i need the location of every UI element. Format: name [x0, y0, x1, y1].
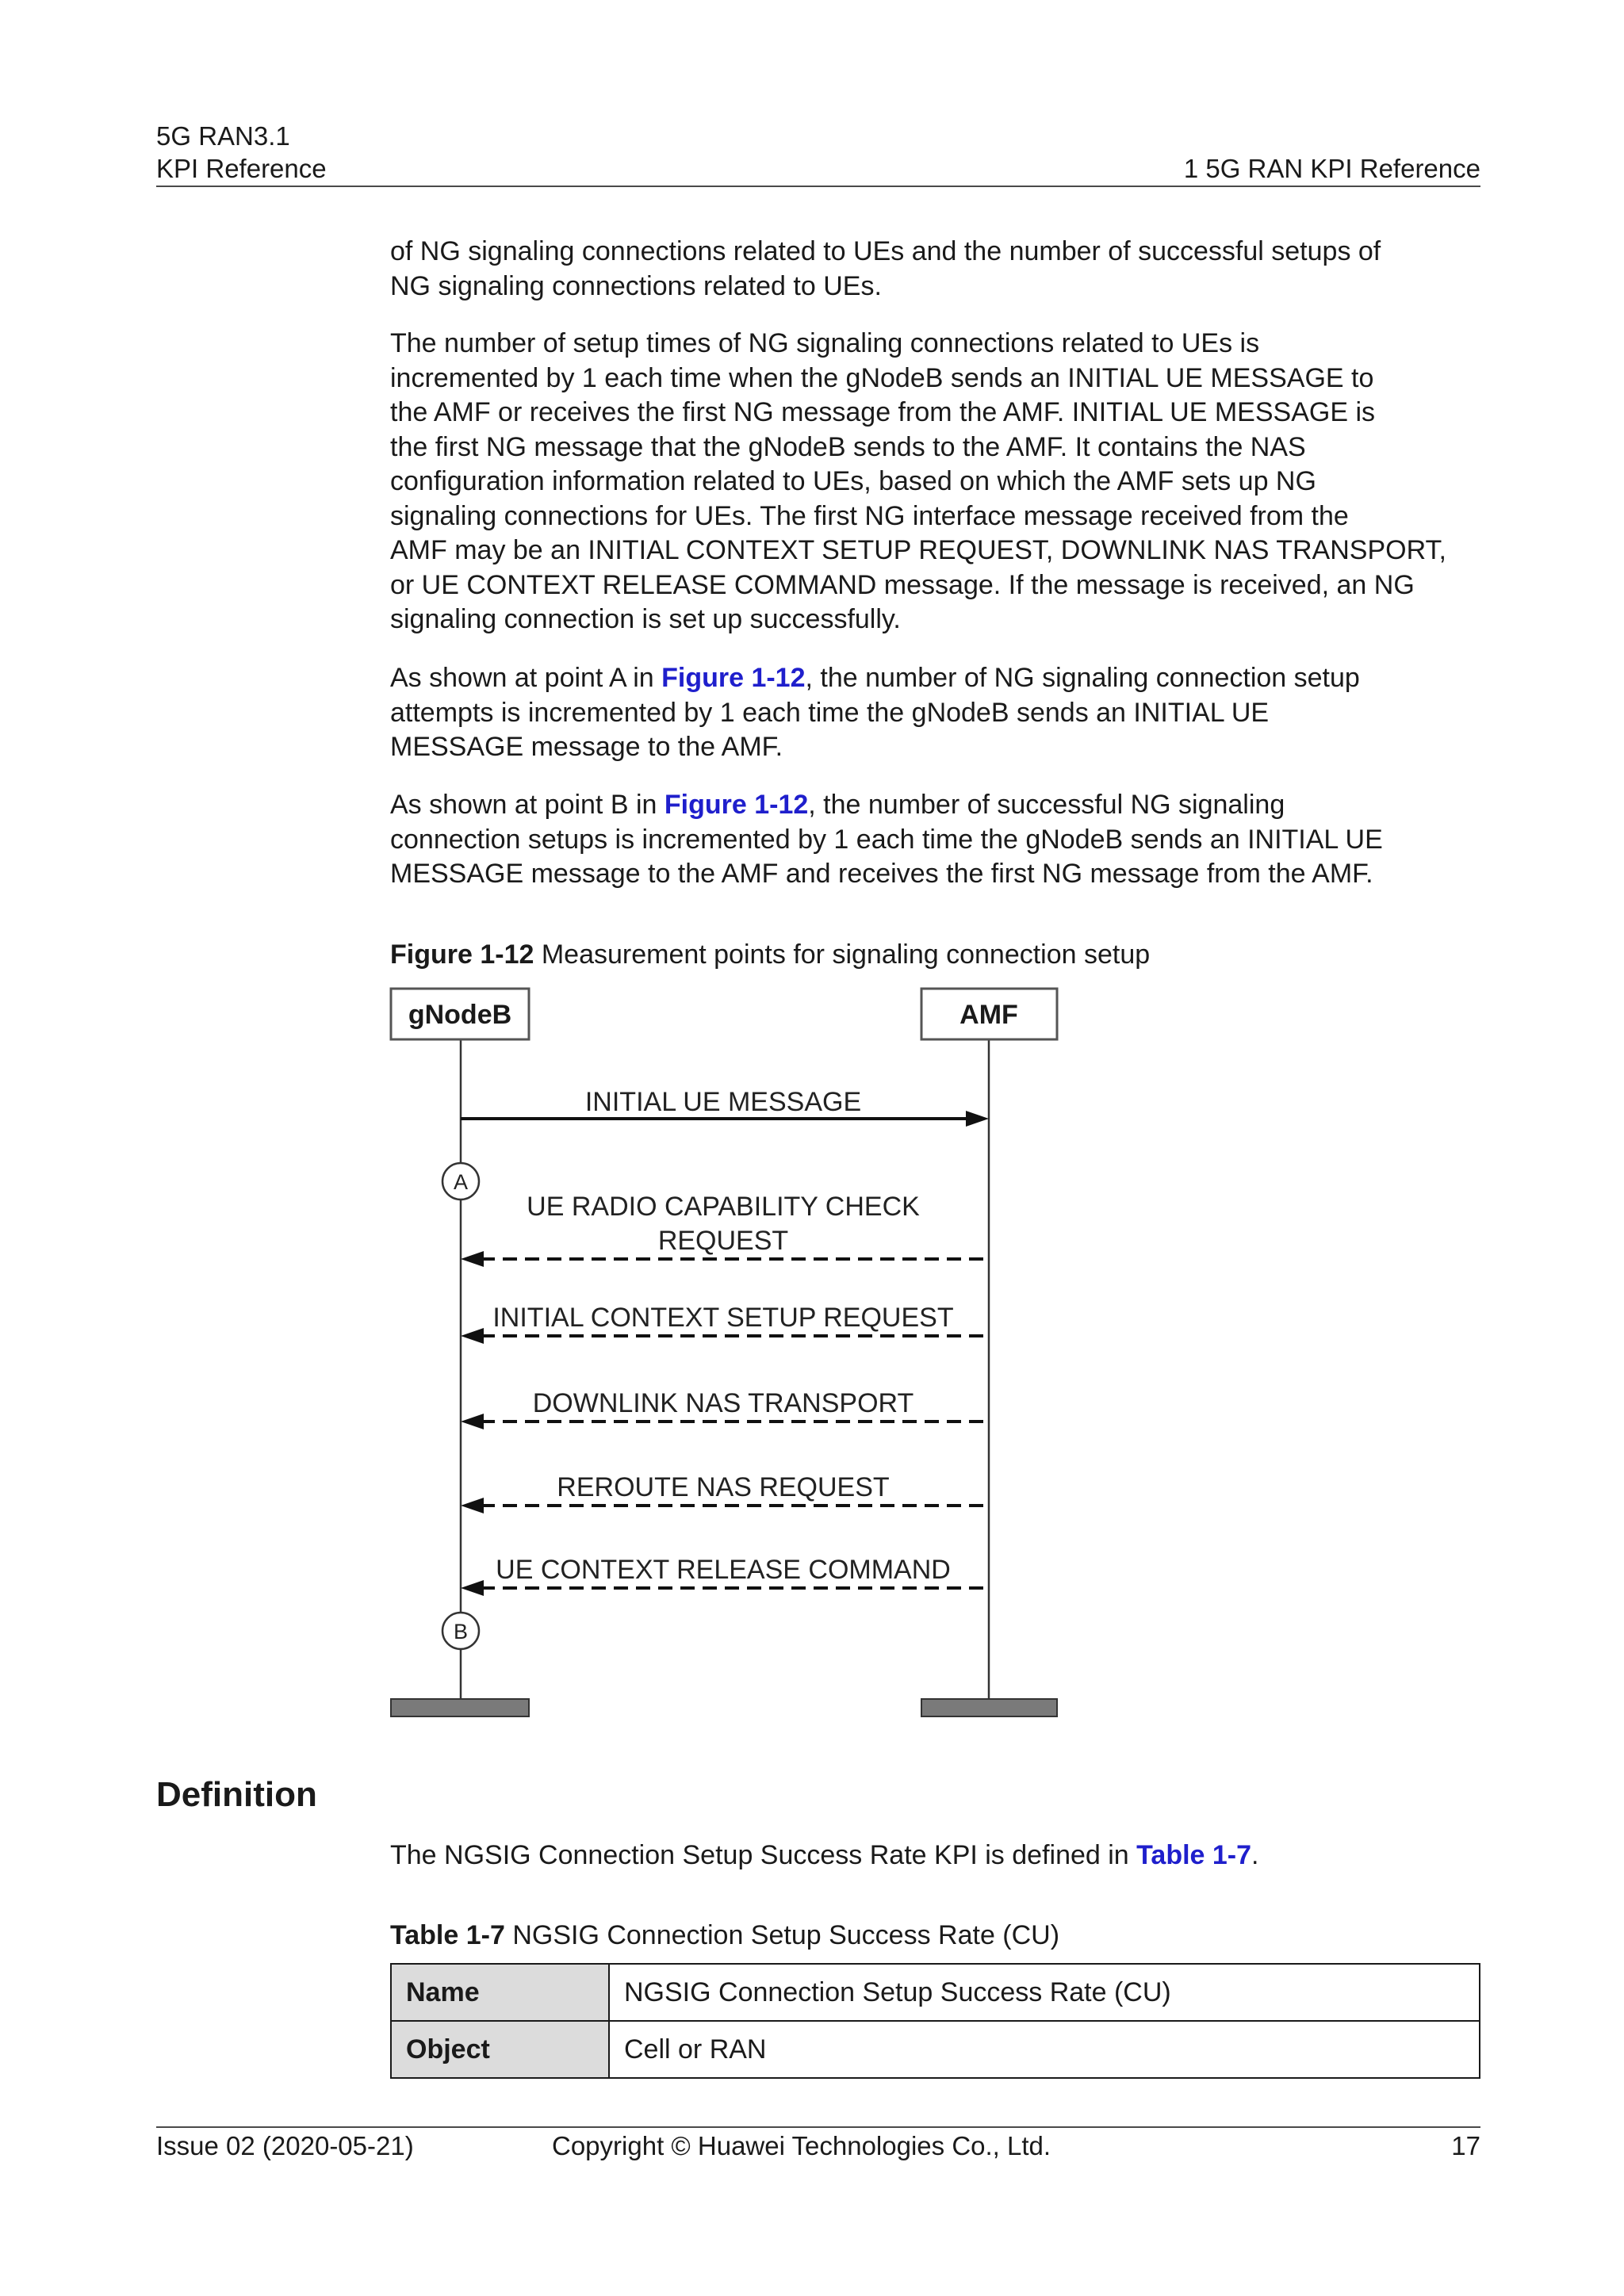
message-label-request: REQUEST: [657, 1226, 789, 1256]
table-1-7-link[interactable]: Table 1-7: [1136, 1840, 1252, 1870]
text-line: of NG signaling connections related to UEs and the number of successful setups of: [390, 236, 1381, 266]
text-segment: .: [1251, 1840, 1259, 1870]
table-row: [391, 2021, 1480, 2078]
figure-caption-text: Measurement points for signaling connection setup: [534, 939, 1151, 970]
text-line: the first NG message that the gNodeB sends to the AMF. It contains the NAS: [390, 431, 1306, 462]
text-line: or UE CONTEXT RELEASE COMMAND message. If the message is received, an NG: [390, 569, 1415, 600]
text-line: NG signaling connections related to UEs.: [390, 270, 882, 301]
arrowhead-left-icon: [461, 1580, 484, 1596]
definition-text: [390, 1838, 1259, 1873]
arrowhead-left-icon: [461, 1414, 484, 1429]
arrowhead-left-icon: [461, 1328, 484, 1344]
message-label-downlink-nas-transport: DOWNLINK NAS TRANSPORT: [532, 1388, 914, 1418]
figure-label: Figure 1-12: [390, 939, 534, 970]
table-caption-text: NGSIG Connection Setup Success Rate (CU): [504, 1920, 1060, 1950]
paragraph-3: [390, 661, 1480, 765]
text-line: incremented by 1 each time when the gNodeB sends an INITIAL UE MESSAGE to: [390, 362, 1374, 393]
message-label-ue-radio-capability-check: UE RADIO CAPABILITY CHECK: [527, 1192, 920, 1222]
table-label: Table 1-7: [390, 1920, 505, 1950]
table-value-cell: NGSIG Connection Setup Success Rate (CU): [609, 1964, 1480, 2021]
text-line: [390, 788, 1480, 823]
paragraph-4: [390, 788, 1480, 892]
text-line: MESSAGE message to the AMF and receives the first NG message from the AMF.: [390, 859, 1373, 889]
figure-1-12-link[interactable]: Figure 1-12: [661, 663, 806, 693]
point-b-label: B: [453, 1620, 469, 1644]
message-label-ue-context-release-command: UE CONTEXT RELEASE COMMAND: [496, 1555, 951, 1585]
text-line: connection setups is incremented by 1 each time the gNodeB sends an INITIAL UE: [390, 824, 1383, 855]
text-segment: As shown at point B in: [390, 790, 665, 820]
point-a-label: A: [453, 1170, 469, 1194]
text-line: configuration information related to UEs, based on which the AMF sets up NG: [390, 466, 1316, 496]
text-segment: , the number of NG signaling connection setup: [805, 663, 1360, 693]
footer-page-number: 17: [1451, 2131, 1480, 2160]
text-line: AMF may be an INITIAL CONTEXT SETUP REQUEST, DOWNLINK NAS TRANSPORT,: [390, 535, 1446, 565]
message-label-reroute-nas-request: REROUTE NAS REQUEST: [557, 1472, 890, 1502]
message-label-initial-context-setup-request: INITIAL CONTEXT SETUP REQUEST: [492, 1303, 954, 1333]
table-caption: [390, 1918, 1059, 1953]
gnodeb-label: gNodeB: [408, 1000, 512, 1030]
text-segment: The NGSIG Connection Setup Success Rate KPI is defined in: [390, 1840, 1137, 1870]
message-label-initial-ue-message: INITIAL UE MESSAGE: [584, 1087, 862, 1117]
table-key-cell: Name: [391, 1964, 609, 2021]
kpi-definition-table: [390, 1963, 1480, 2079]
table-row: [391, 1964, 1480, 2021]
amf-lifeline-end: [921, 1699, 1057, 1716]
footer-copyright: Copyright © Huawei Technologies Co., Ltd.: [552, 2131, 1051, 2160]
header-doc-title: KPI Reference: [156, 154, 327, 183]
text-line: [390, 661, 1480, 696]
footer-issue: Issue 02 (2020-05-21): [156, 2131, 414, 2160]
footer-divider: [156, 2126, 1480, 2128]
header-divider: [156, 186, 1480, 187]
amf-label: AMF: [959, 1000, 1018, 1030]
text-line: signaling connections for UEs. The first NG interface message received from the: [390, 500, 1349, 531]
text-line: The number of setup times of NG signaling connections related to UEs is: [390, 328, 1260, 358]
paragraph-1: [390, 235, 1480, 304]
header-product: 5G RAN3.1: [156, 121, 290, 151]
text-segment: As shown at point A in: [390, 663, 662, 693]
text-segment: , the number of successful NG signaling: [808, 790, 1285, 820]
arrowhead-left-icon: [461, 1498, 484, 1513]
gnodeb-lifeline-end: [391, 1699, 529, 1716]
text-line: the AMF or receives the first NG message from the AMF. INITIAL UE MESSAGE is: [390, 397, 1375, 427]
text-line: attempts is incremented by 1 each time the gNodeB sends an INITIAL UE: [390, 697, 1270, 728]
header-chapter: 1 5G RAN KPI Reference: [1183, 154, 1480, 183]
sequence-diagram: [381, 983, 1078, 1728]
paragraph-2: [390, 327, 1480, 637]
arrowhead-left-icon: [461, 1251, 484, 1267]
figure-1-12-link[interactable]: Figure 1-12: [664, 790, 809, 820]
text-line: MESSAGE message to the AMF.: [390, 732, 783, 762]
arrowhead-right-icon: [966, 1111, 989, 1127]
table-value-cell: Cell or RAN: [609, 2021, 1480, 2078]
text-line: signaling connection is set up successfully.: [390, 604, 901, 634]
figure-caption: [390, 937, 1150, 972]
section-heading-definition: Definition: [156, 1775, 317, 1814]
table-key-cell: Object: [391, 2021, 609, 2078]
